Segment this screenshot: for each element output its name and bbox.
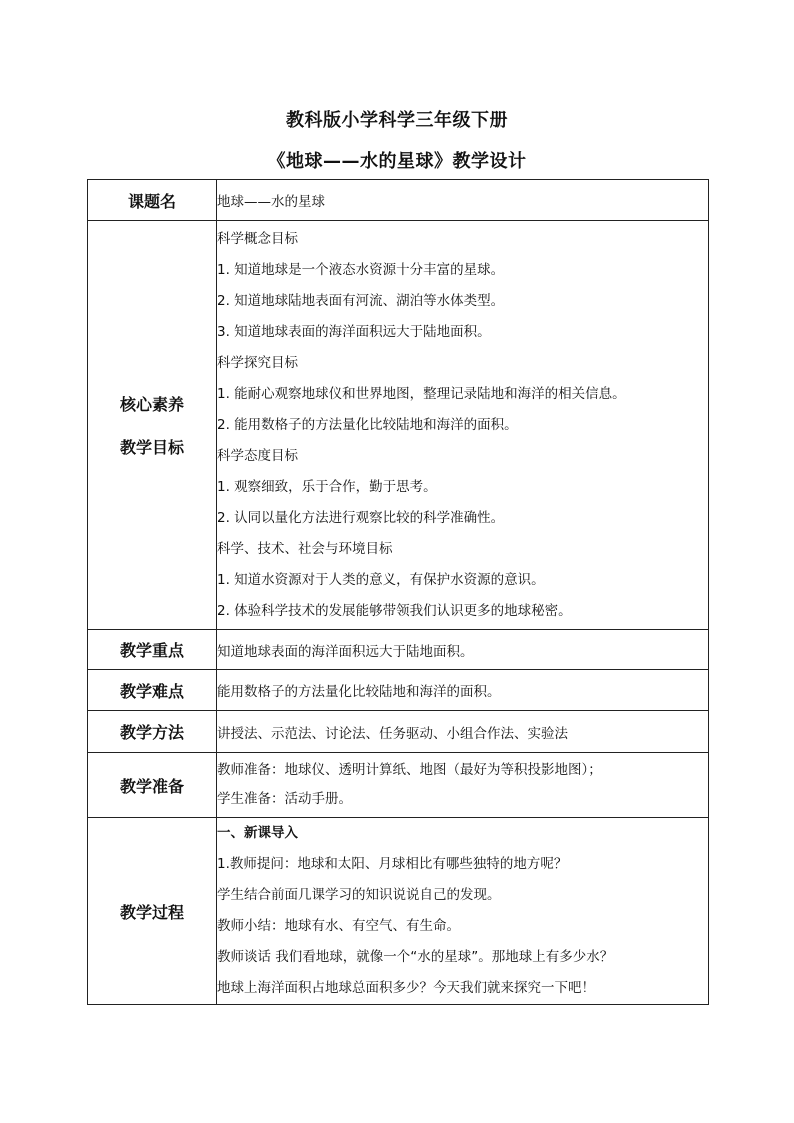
process-line: 教师谈话 我们看地球，就像一个“水的星球”。那地球上有多少水？ xyxy=(217,949,614,965)
row-key-points xyxy=(88,630,709,670)
row-goals xyxy=(88,221,709,630)
process-line: 1.教师提问：地球和太阳、月球相比有哪些独特的地方呢？ xyxy=(217,856,568,872)
row-topic xyxy=(88,180,709,221)
topic-label: 课题名 xyxy=(88,180,217,221)
preparation-line: 学生准备：活动手册。 xyxy=(217,791,352,807)
process-label: 教学过程 xyxy=(88,818,217,1005)
preparation-content xyxy=(217,753,709,818)
process-line: 教师小结：地球有水、有空气、有生命。 xyxy=(217,918,460,934)
goals-line: 科学探究目标 xyxy=(217,354,298,371)
document-subtitle: 《地球——水的星球》教学设计 xyxy=(267,151,527,172)
goals-line: 1. 知道水资源对于人类的意义，有保护水资源的意识。 xyxy=(217,571,545,588)
key-points-label: 教学重点 xyxy=(88,630,217,670)
goals-content xyxy=(217,221,709,630)
row-process xyxy=(88,818,709,1005)
lesson-plan-table xyxy=(87,179,709,1005)
row-preparation xyxy=(88,753,709,818)
goals-line: 科学态度目标 xyxy=(217,447,298,464)
preparation-line: 教师准备：地球仪、透明计算纸、地图（最好为等积投影地图）； xyxy=(217,762,602,778)
goals-line: 2. 知道地球陆地表面有河流、湖泊等水体类型。 xyxy=(217,292,505,309)
row-methods xyxy=(88,711,709,753)
goals-line: 2. 认同以量化方法进行观察比较的科学准确性。 xyxy=(217,509,505,526)
goals-line: 3. 知道地球表面的海洋面积远大于陆地面积。 xyxy=(217,323,491,340)
preparation-label: 教学准备 xyxy=(88,753,217,818)
key-points-content: 知道地球表面的海洋面积远大于陆地面积。 xyxy=(217,630,709,670)
process-heading: 一、新课导入 xyxy=(217,825,298,841)
topic-content: 地球——水的星球 xyxy=(217,180,709,221)
goals-line: 科学、技术、社会与环境目标 xyxy=(217,540,393,557)
goals-line: 2. 能用数格子的方法量化比较陆地和海洋的面积。 xyxy=(217,416,518,433)
goals-line: 科学概念目标 xyxy=(217,230,298,247)
difficulties-content: 能用数格子的方法量化比较陆地和海洋的面积。 xyxy=(217,670,709,711)
goals-line: 1. 观察细致，乐于合作，勤于思考。 xyxy=(217,478,437,495)
goals-label-line2: 教学目标 xyxy=(119,438,184,457)
goals-label-line1: 核心素养 xyxy=(119,395,184,414)
methods-content: 讲授法、示范法、讨论法、任务驱动、小组合作法、实验法 xyxy=(217,711,709,753)
process-line: 地球上海洋面积占地球总面积多少？今天我们就来探究一下吧！ xyxy=(217,980,595,996)
goals-label xyxy=(88,221,217,630)
goals-line: 1. 知道地球是一个液态水资源十分丰富的星球。 xyxy=(217,261,505,278)
goals-line: 2. 体验科学技术的发展能够带领我们认识更多的地球秘密。 xyxy=(217,602,572,619)
process-content xyxy=(217,818,709,1005)
methods-label: 教学方法 xyxy=(88,711,217,753)
difficulties-label: 教学难点 xyxy=(88,670,217,711)
document-title: 教科版小学科学三年级下册 xyxy=(286,110,508,131)
row-difficulties xyxy=(88,670,709,711)
process-line: 学生结合前面几课学习的知识说说自己的发现。 xyxy=(217,887,501,903)
goals-line: 1. 能耐心观察地球仪和世界地图，整理记录陆地和海洋的相关信息。 xyxy=(217,385,626,402)
